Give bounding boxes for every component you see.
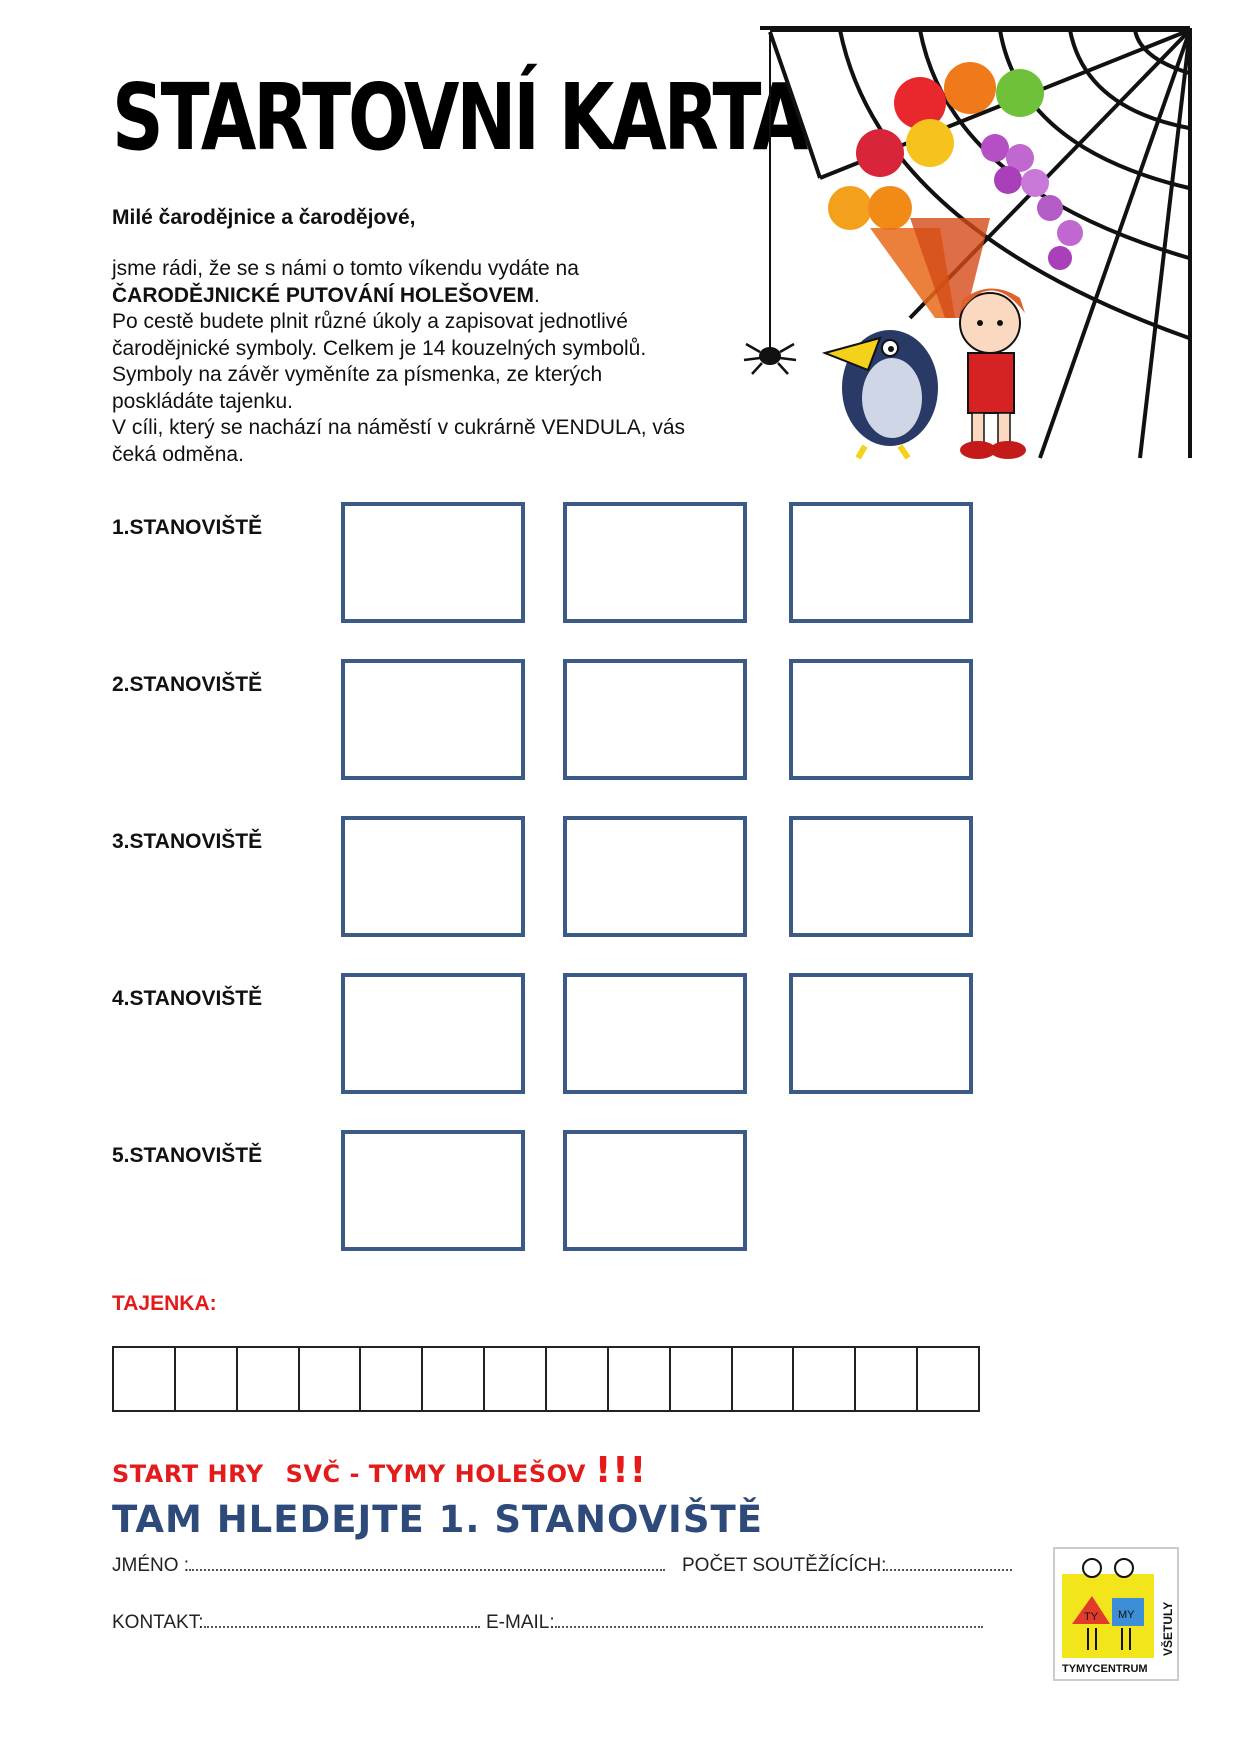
intro-line: jsme rádi, že se s námi o tomto víkendu vydáte na	[112, 257, 579, 280]
tajenka-cell[interactable]	[547, 1348, 609, 1410]
tajenka-cell[interactable]	[361, 1348, 423, 1410]
station-label: 4.STANOVIŠTĚ	[112, 987, 263, 1010]
name-label: JMÉNO :	[112, 1555, 190, 1576]
intro-line: čeká odměna.	[112, 442, 244, 466]
tajenka-cell[interactable]	[794, 1348, 856, 1410]
page-title: STARTOVNÍ KARTA	[112, 64, 806, 171]
intro-line: poskládáte tajenku.	[112, 389, 293, 413]
participants-count-label: POČET SOUTĚŽÍCÍCH:	[682, 1555, 887, 1576]
symbol-box[interactable]	[563, 502, 747, 623]
station-label: 2.STANOVIŠTĚ	[112, 673, 263, 696]
event-name: ČARODĚJNICKÉ PUTOVÁNÍ HOLEŠOVEM	[112, 283, 534, 307]
intro-line: ČARODĚJNICKÉ PUTOVÁNÍ HOLEŠOVEM.	[112, 283, 540, 307]
contact-label: KONTAKT:	[112, 1612, 204, 1633]
symbol-box[interactable]	[789, 502, 973, 623]
symbol-box[interactable]	[563, 973, 747, 1094]
logo-side-text: VŠETULY	[1161, 1601, 1175, 1656]
logo-ty-tag: TY	[1084, 1611, 1099, 1623]
station-label: 1.STANOVIŠTĚ	[112, 516, 263, 539]
logo-bottom-text: TYMYCENTRUM	[1062, 1663, 1148, 1675]
start-place: SVČ - TYMY HOLEŠOV	[285, 1460, 586, 1488]
tajenka-cell[interactable]	[733, 1348, 795, 1410]
participants-count-dotted-line[interactable]	[886, 1555, 1012, 1571]
symbol-box[interactable]	[563, 1130, 747, 1251]
intro-line: Symboly na závěr vyměníte za písmenka, ze kterých	[112, 363, 603, 386]
exclamation-marks: !!!	[594, 1450, 648, 1491]
tajenka-cell[interactable]	[114, 1348, 176, 1410]
station-label: 3.STANOVIŠTĚ	[112, 830, 263, 853]
girl-icon	[960, 288, 1026, 459]
participants-count-field[interactable]	[682, 1555, 1012, 1577]
tajenka-grid	[112, 1346, 980, 1412]
intro-line: V cíli, který se nachází na náměstí v cukrárně VENDULA, vás	[112, 416, 686, 439]
bird-icon	[825, 330, 938, 458]
tajenka-cell[interactable]	[856, 1348, 918, 1410]
symbol-box[interactable]	[563, 816, 747, 937]
symbol-box[interactable]	[789, 659, 973, 780]
contact-field[interactable]	[112, 1612, 480, 1634]
symbol-box[interactable]	[341, 973, 525, 1094]
email-field[interactable]	[486, 1612, 983, 1634]
symbol-box[interactable]	[789, 816, 973, 937]
tajenka-cell[interactable]	[238, 1348, 300, 1410]
symbol-box[interactable]	[341, 502, 525, 623]
tajenka-cell[interactable]	[671, 1348, 733, 1410]
logo-my-tag: MY	[1118, 1609, 1135, 1621]
contact-dotted-line[interactable]	[204, 1612, 480, 1628]
symbol-box[interactable]	[341, 1130, 525, 1251]
tajenka-cell[interactable]	[300, 1348, 362, 1410]
first-station-hint: TAM HLEDEJTE 1. STANOVIŠTĚ	[112, 1498, 763, 1541]
intro-line: Po cestě budete plnit různé úkoly a zapisovat jednotlivé	[112, 310, 628, 333]
name-dotted-line[interactable]	[189, 1555, 665, 1571]
station-label: 5.STANOVIŠTĚ	[112, 1144, 263, 1167]
email-label: E-MAIL:	[486, 1612, 555, 1633]
tajenka-label: TAJENKA:	[112, 1292, 217, 1315]
intro-text	[112, 256, 772, 468]
email-dotted-line[interactable]	[555, 1612, 983, 1628]
symbol-box[interactable]	[341, 816, 525, 937]
symbol-box[interactable]	[341, 659, 525, 780]
tajenka-cell[interactable]	[918, 1348, 978, 1410]
spiderweb-illustration	[740, 18, 1200, 478]
start-label: START HRY	[112, 1460, 264, 1488]
tajenka-cell[interactable]	[423, 1348, 485, 1410]
symbol-box[interactable]	[563, 659, 747, 780]
tajenka-cell[interactable]	[485, 1348, 547, 1410]
name-field[interactable]	[112, 1555, 665, 1577]
symbol-box[interactable]	[789, 973, 973, 1094]
start-line	[112, 1450, 647, 1491]
tajenka-cell[interactable]	[609, 1348, 671, 1410]
tajenka-cell[interactable]	[176, 1348, 238, 1410]
intro-line: čarodějnické symboly. Celkem je 14 kouzelných symbolů.	[112, 336, 647, 360]
greeting: Milé čarodějnice a čarodějové,	[112, 206, 416, 229]
tymycentrum-logo	[1052, 1546, 1180, 1682]
